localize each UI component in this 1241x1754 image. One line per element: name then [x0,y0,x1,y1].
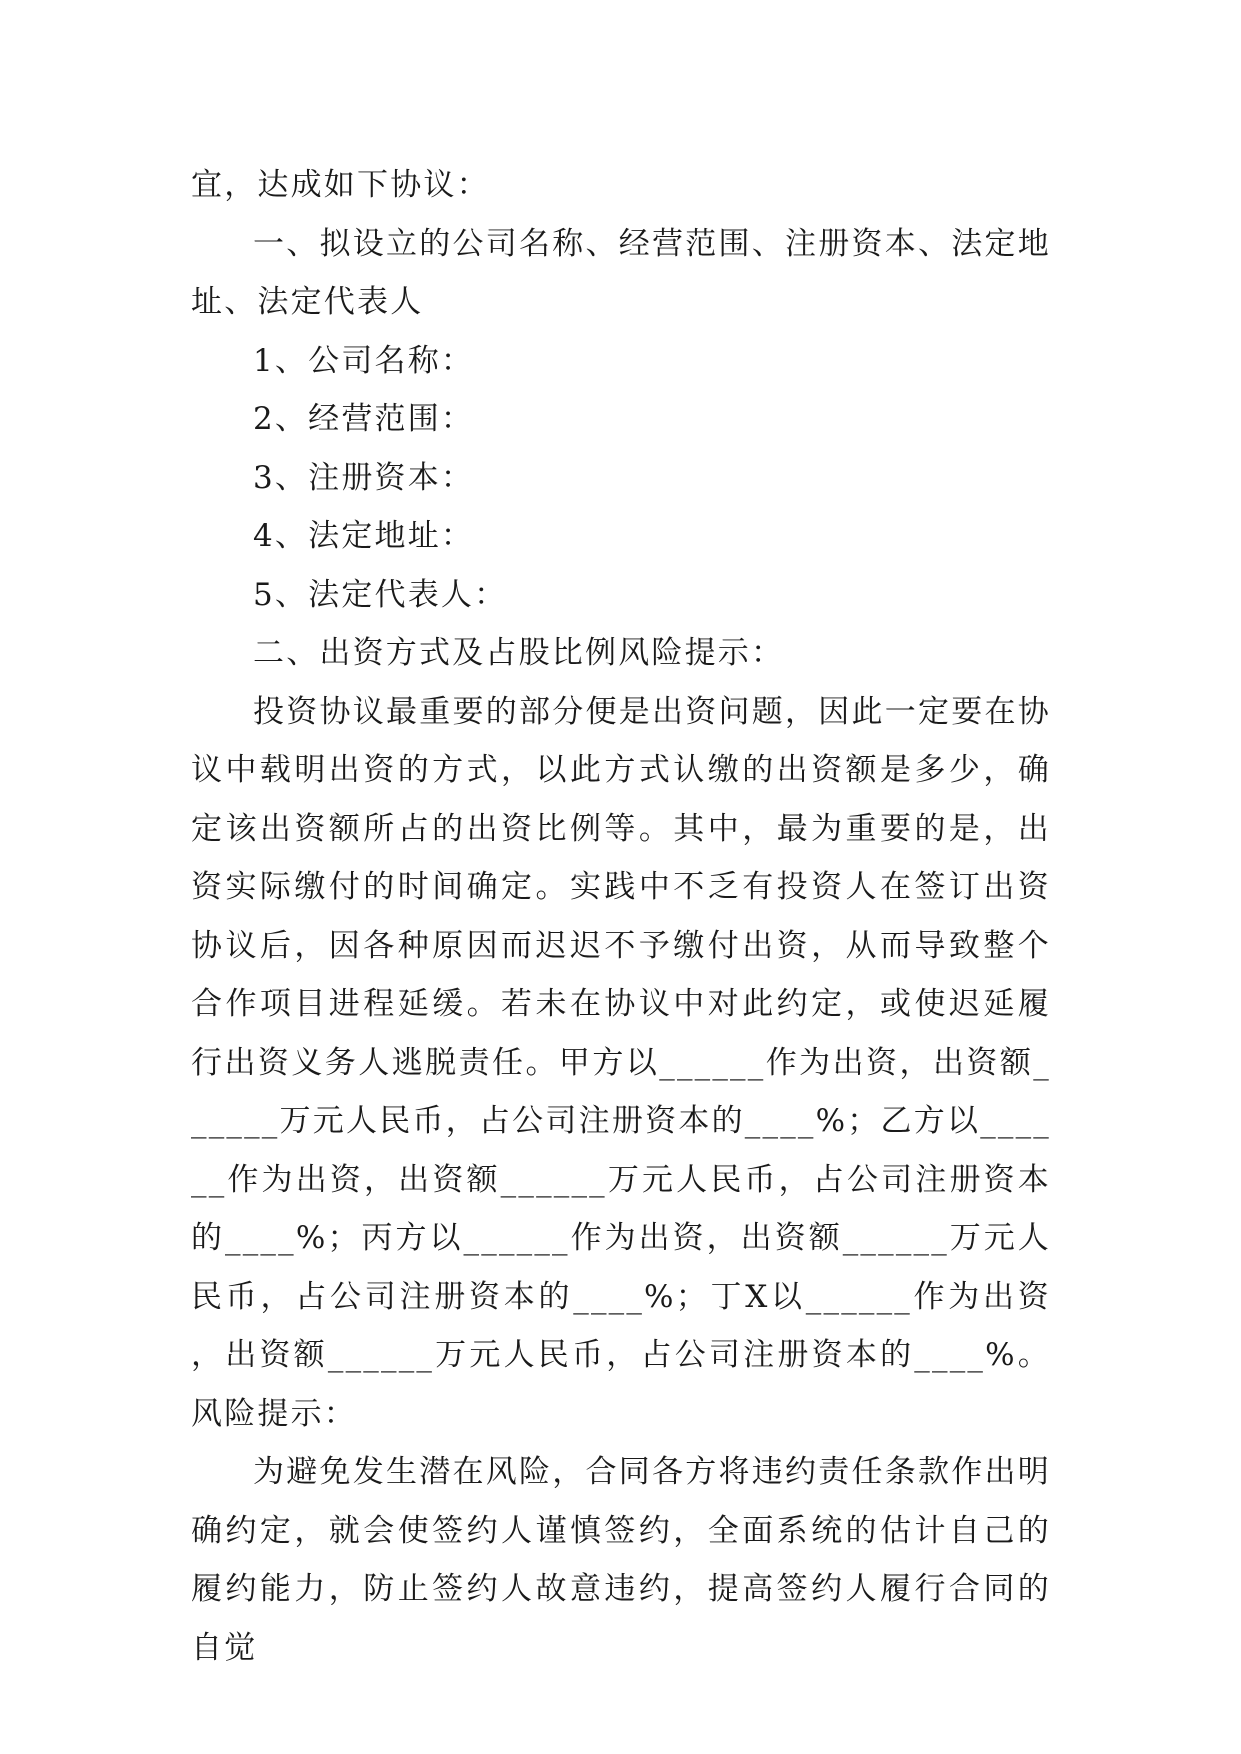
document-body [191,156,1051,1677]
list-item-company-name: 1、公司名称： [253,342,475,379]
list-item-registered-capital: 3、注册资本： [253,459,475,496]
list-item-business-scope: 2、经营范围： [253,401,475,437]
paragraph-risk-avoidance: 为避免发生潜在风险，合同各方将违约责任条款作出明确约定，就会使签约人谨慎签约，全面系统的估计自己的履约能力，防止签约人故意违约，提高签约人履行合同的自觉 [191,1454,1051,1666]
paragraph-continuation: 宜，达成如下协议： [191,167,490,203]
list-item-legal-address: 4、法定地址： [253,518,475,554]
list-item-legal-representative: 5、法定代表人： [253,576,508,613]
section-heading-capital-contribution: 二、出资方式及占股比例风险提示： [253,635,785,671]
section-heading-company-info: 一、拟设立的公司名称、经营范围、注册资本、法定地址、法定代表人 [191,225,1051,320]
paragraph-capital-contribution: 投资协议最重要的部分便是出资问题，因此一定要在协议中载明出资的方式，以此方式认缴的出资额是多少，确定该出资额所占的出资比例等。其中，最为重要的是，出资实际缴付的时间确定。实践中不乏有投资人在签订出资协议后，因各种原因而迟迟不予缴付出资，从而导致整个合作项目进程延缓。若未在协议中对此约定，或使迟延履行出资义务人逃脱责任。甲方以______作为出资，出资额______万元人民币，占公司注册资本的____%；乙方以______作为出资，出资额______万元人民币，占公司注册资本的____%；丙方以______作为出资，出资额______万元人民币，占公司注册资本的____%；丁X以______作为出资，出资额______万元人民币，占公司注册资本的____%。风险提示： [191,693,1051,1432]
